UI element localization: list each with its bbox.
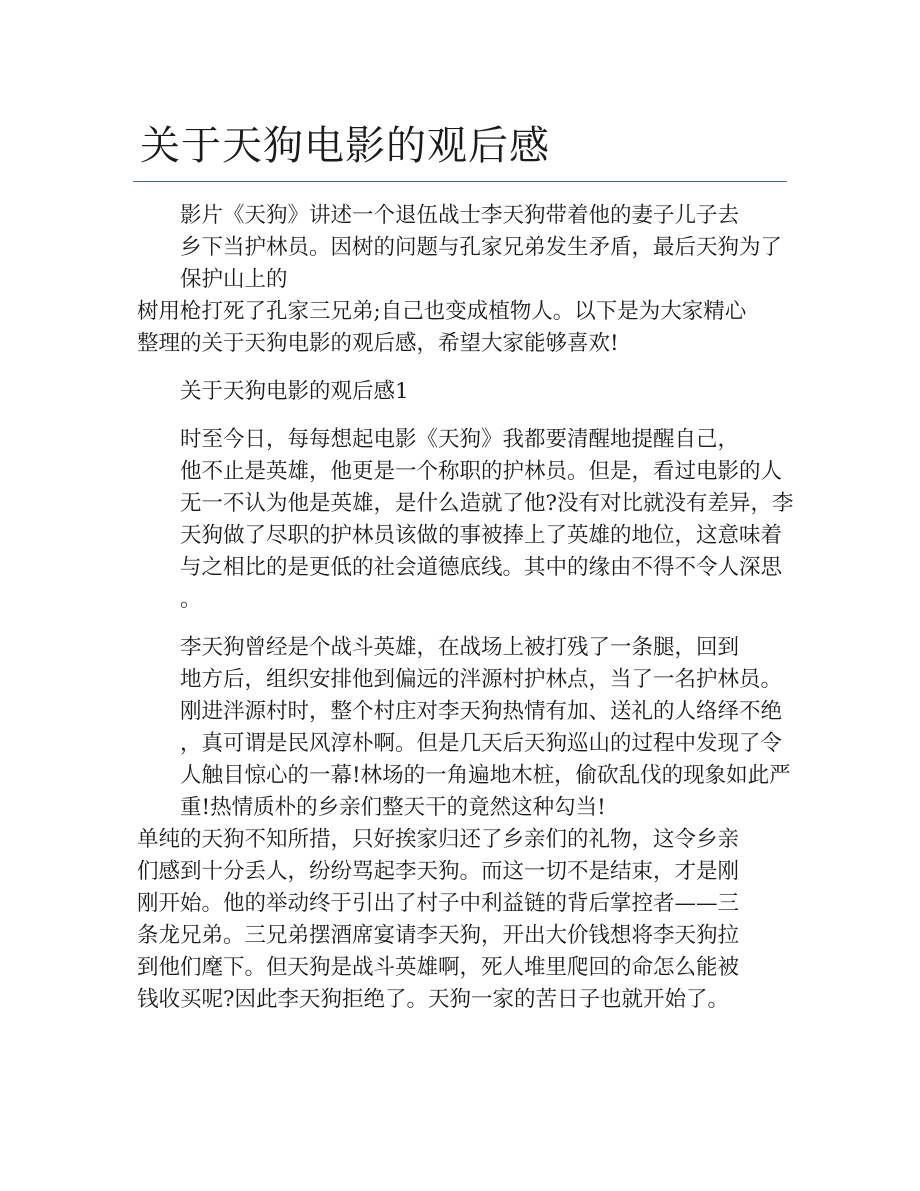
section-heading: 关于天狗电影的观后感1 [180,379,409,404]
text-line: 时至今日，每每想起电影《天狗》我都要清醒地提醒自己， [180,427,740,452]
intro-paragraph [137,200,783,296]
text-line: 到他们麾下。但天狗是战斗英雄啊，死人堆里爬回的命怎么能被 [137,955,740,980]
intro-continuation [137,296,777,360]
text-line: 们感到十分丢人，纷纷骂起李天狗。而这一切不是结束，才是刚 [137,859,740,884]
document-body [137,200,794,1016]
text-line: 整理的关于天狗电影的观后感，希望大家能够喜欢! [137,331,619,356]
paragraph-3 [137,824,777,1016]
text-line: 无一不认为他是英雄，是什么造就了他?没有对比就没有差异，李 [180,491,794,516]
title-divider [133,181,787,182]
text-line: 他不止是英雄，他更是一个称职的护林员。但是，看过电影的人 [180,459,783,484]
text-line: 地方后，组织安排他到偏远的泮源村护林点，当了一名护林员。 [180,667,783,692]
text-line: 乡下当护林员。因树的问题与孔家兄弟发生矛盾，最后天狗为了 [180,235,783,260]
text-line: 保护山上的 [180,267,288,292]
text-line: 刚进泮源村时，整个村庄对李天狗热情有加、送礼的人络绎不绝 [180,699,783,724]
text-line: 天狗做了尽职的护林员该做的事被捧上了英雄的地位，这意味着 [180,523,783,548]
text-line: 刚开始。他的举动终于引出了村子中利益链的背后掌控者——三 [137,891,740,916]
text-line: 影片《天狗》讲述一个退伍战士李天狗带着他的妻子儿子去 [180,203,740,228]
document-title: 关于天狗电影的观后感 [140,123,550,169]
text-line: 人触目惊心的一幕!林场的一角遍地木桩，偷砍乱伐的现象如此严 [180,763,791,788]
text-line: 。 [180,587,202,612]
text-line: 钱收买呢?因此李天狗拒绝了。天狗一家的苦日子也就开始了。 [137,987,730,1012]
text-line: 条龙兄弟。三兄弟摆酒席宴请李天狗，开出大价钱想将李天狗拉 [137,923,740,948]
paragraph-2 [137,632,791,824]
text-line: 树用枪打死了孔家三兄弟;自己也变成植物人。以下是为大家精心 [137,299,747,324]
text-line: 重!热情质朴的乡亲们整天干的竟然这种勾当! [180,795,606,820]
text-line: 单纯的天狗不知所措，只好挨家归还了乡亲们的礼物，这令乡亲 [137,827,740,852]
text-line: 李天狗曾经是个战斗英雄，在战场上被打残了一条腿，回到 [180,635,740,660]
text-line: 与之相比的是更低的社会道德底线。其中的缘由不得不令人深思 [180,555,783,580]
paragraph-1 [137,424,794,616]
text-line: ，真可谓是民风淳朴啊。但是几天后天狗巡山的过程中发现了令 [180,731,783,756]
